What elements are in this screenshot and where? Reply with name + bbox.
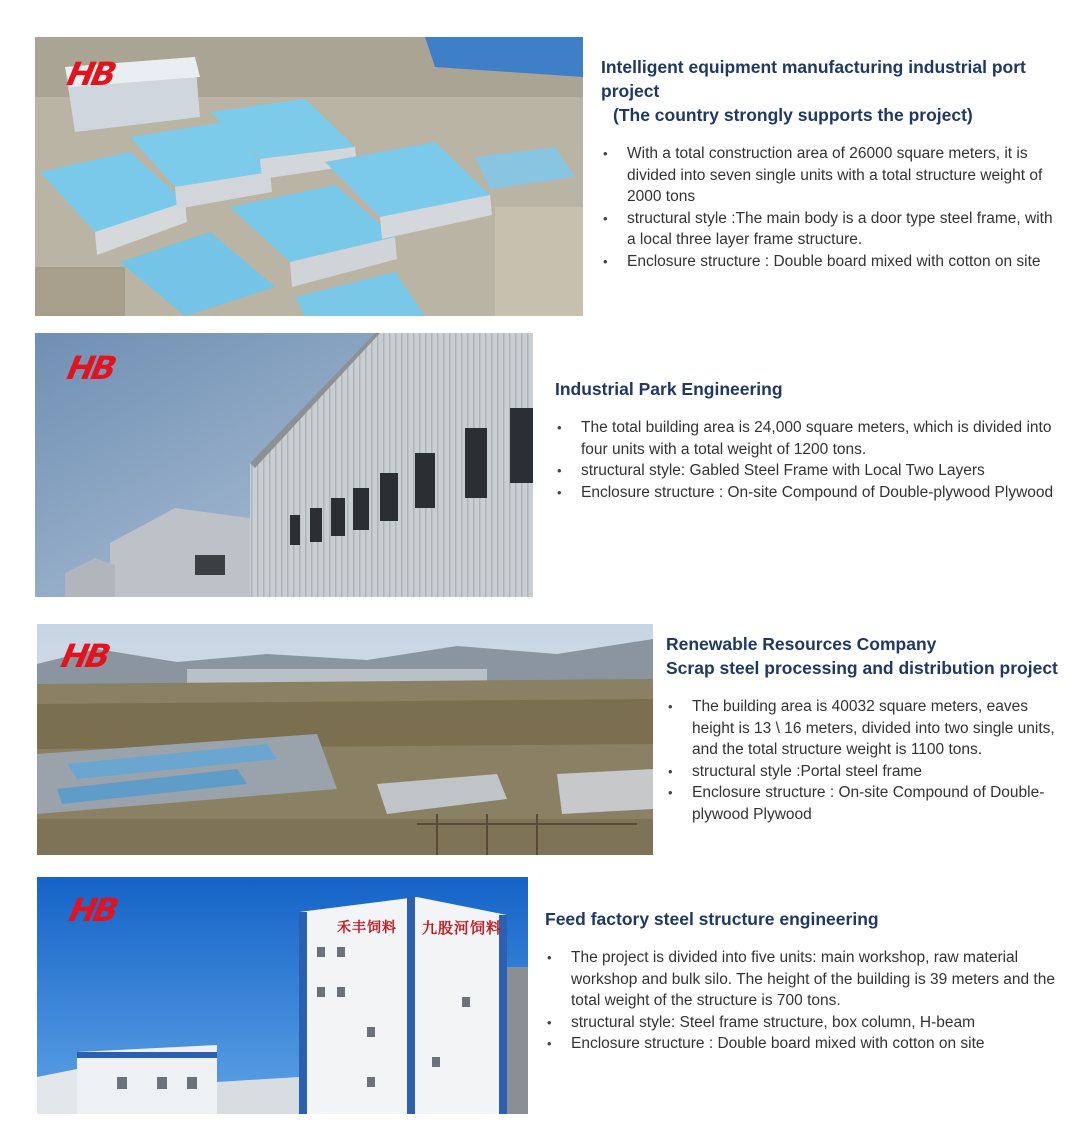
project-3-photo	[37, 624, 653, 855]
project-2-bullets	[555, 417, 1055, 503]
project-4-bullets	[545, 947, 1060, 1055]
list-item: • Enclosure structure : Double board mixed with cotton on site	[545, 1033, 1060, 1055]
project-2-info	[555, 377, 1055, 503]
project-1-info	[601, 55, 1061, 272]
project-1-subtitle: (The country strongly supports the project)	[613, 105, 973, 125]
brand-logo: HB	[63, 55, 118, 93]
list-item: • structural style: Steel frame structure, box column, H-beam	[545, 1012, 1060, 1034]
project-1-title: Intelligent equipment manufacturing industrial port project (The country strongly supports the project)	[601, 55, 1061, 127]
brand-logo: HB	[65, 891, 120, 929]
list-item: • Enclosure structure : Double board mixed with cotton on site	[601, 251, 1061, 273]
silo-sign-left: 禾丰饲料	[337, 920, 397, 936]
project-1-bullets	[601, 143, 1061, 272]
list-item: • Enclosure structure : On-site Compound of Double-plywood Plywood	[666, 782, 1066, 825]
list-item: • structural style :Portal steel frame	[666, 761, 1066, 783]
project-3-bullets	[666, 696, 1066, 825]
project-1-photo	[35, 37, 583, 316]
project-3-title: Renewable Resources Company Scrap steel processing and distribution project	[666, 634, 1058, 678]
brand-logo: HB	[63, 349, 118, 387]
list-item: • The total building area is 24,000 square meters, which is divided into four units with a total weight of 1200 tons.	[555, 417, 1055, 460]
list-item: • The project is divided into five units: main workshop, raw material workshop and bulk silo. The height of the building is 39 meters and the total weight of the structure is 700 tons.	[545, 947, 1060, 1012]
project-2-title: Industrial Park Engineering	[555, 379, 783, 399]
list-item: • With a total construction area of 26000 square meters, it is divided into seven single units with a total structure weight of 2000 tons	[601, 143, 1061, 208]
silo-sign-right: 九股河饲料	[422, 919, 503, 937]
list-item: • The building area is 40032 square meters, eaves height is 13 \ 16 meters, divided into two single units, and the total structure weight is 1100 tons.	[666, 696, 1066, 761]
brand-logo: HB	[57, 637, 112, 675]
project-4-info	[545, 907, 1060, 1055]
project-3-info	[666, 632, 1066, 825]
list-item: • Enclosure structure : On-site Compound of Double-plywood Plywood	[555, 482, 1055, 504]
list-item: • structural style: Gabled Steel Frame with Local Two Layers	[555, 460, 1055, 482]
list-item: • structural style :The main body is a door type steel frame, with a local three layer frame structure.	[601, 208, 1061, 251]
project-4-title: Feed factory steel structure engineering	[545, 909, 879, 929]
